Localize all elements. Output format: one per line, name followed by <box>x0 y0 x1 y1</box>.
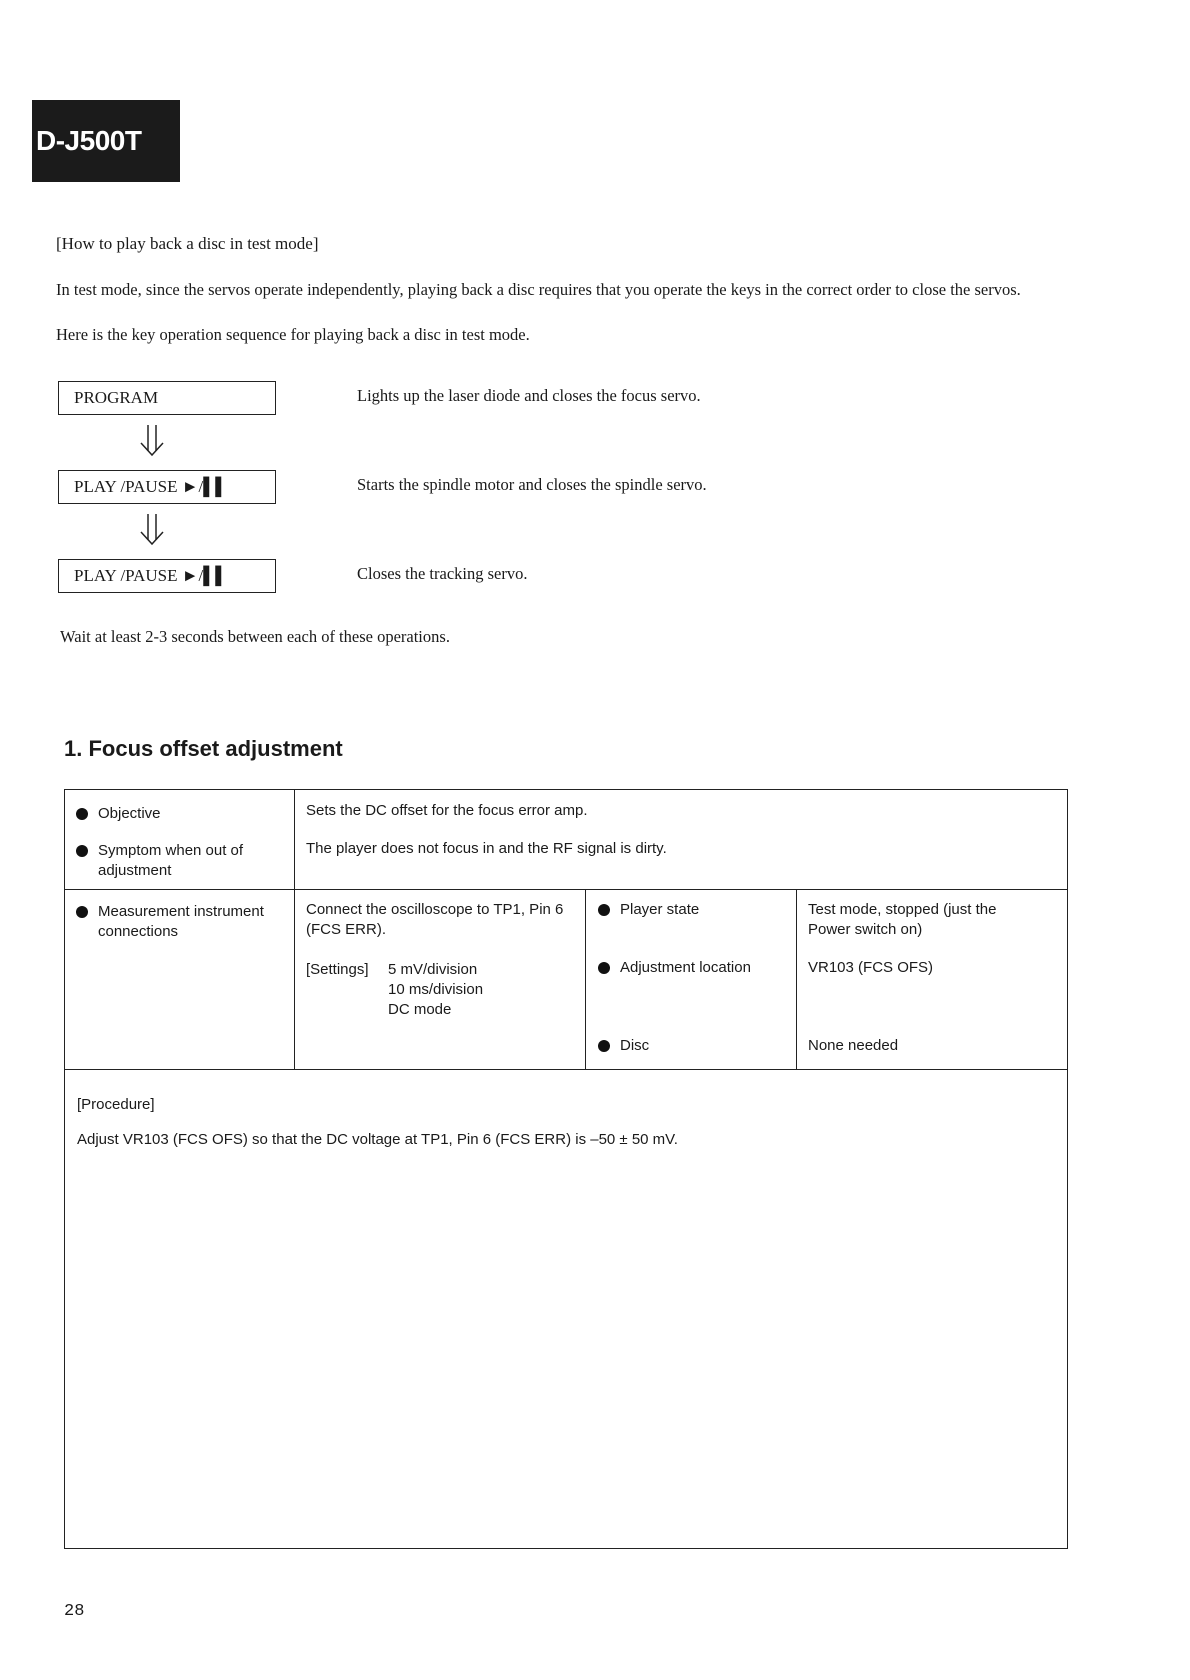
key-description-3: Closes the tracking servo. <box>357 564 528 583</box>
key-play-pause-1: PLAY /PAUSE ►/▌▌ <box>58 470 276 504</box>
bullet-icon <box>76 808 88 820</box>
objective-value: Sets the DC offset for the focus error amp. <box>306 802 588 819</box>
settings-label: [Settings] <box>306 961 369 978</box>
objective-label: Objective <box>76 804 298 824</box>
key-description-2: Starts the spindle motor and closes the spindle servo. <box>357 475 707 494</box>
player-state-label: Player state <box>598 900 810 920</box>
down-arrow-icon <box>137 512 167 546</box>
key-program: PROGRAM <box>58 381 276 415</box>
bullet-icon <box>76 845 88 857</box>
adjustment-location-value: VR103 (FCS OFS) <box>808 959 934 976</box>
bullet-icon <box>76 906 88 918</box>
symptom-label: Symptom when out of adjustment <box>76 841 298 881</box>
key-play-pause-2: PLAY /PAUSE ►/▌▌ <box>58 559 276 593</box>
wait-note: Wait at least 2-3 seconds between each of these operations. <box>60 627 450 646</box>
table-divider <box>64 1069 1068 1070</box>
table-divider <box>64 889 1068 890</box>
measurement-label: Measurement instrument connections <box>76 902 308 942</box>
player-state-value: Test mode, stopped (just the Power switch on) <box>808 901 997 938</box>
bullet-icon <box>598 1040 610 1052</box>
intro-paragraph-2: Here is the key operation sequence for playing back a disc in test mode. <box>56 325 530 344</box>
settings-value: DC mode <box>388 1001 452 1018</box>
intro-heading: [How to play back a disc in test mode] <box>56 234 319 253</box>
settings-value: 10 ms/division <box>388 981 484 998</box>
settings-value: 5 mV/division <box>388 961 478 978</box>
section-title: 1. Focus offset adjustment <box>64 736 343 761</box>
bullet-icon <box>598 962 610 974</box>
intro-paragraph: In test mode, since the servos operate independently, playing back a disc requires that you operate the keys in the correct order to close the servos. <box>56 280 1021 299</box>
disc-value: None needed <box>808 1037 899 1054</box>
down-arrow-icon <box>137 423 167 457</box>
procedure-label: [Procedure] <box>77 1096 155 1113</box>
procedure-text: Adjust VR103 (FCS OFS) so that the DC voltage at TP1, Pin 6 (FCS ERR) is –50 ± 50 mV. <box>77 1131 678 1148</box>
measurement-value: Connect the oscilloscope to TP1, Pin 6 (FCS ERR). <box>306 901 564 938</box>
table-divider <box>585 889 586 1070</box>
disc-label: Disc <box>598 1036 810 1056</box>
page-number: 28 <box>64 1602 85 1621</box>
adjustment-location-label: Adjustment location <box>598 958 810 978</box>
bullet-icon <box>598 904 610 916</box>
symptom-value: The player does not focus in and the RF signal is dirty. <box>306 840 667 857</box>
key-description-1: Lights up the laser diode and closes the focus servo. <box>357 386 701 405</box>
model-badge: D-J500T <box>32 100 180 182</box>
